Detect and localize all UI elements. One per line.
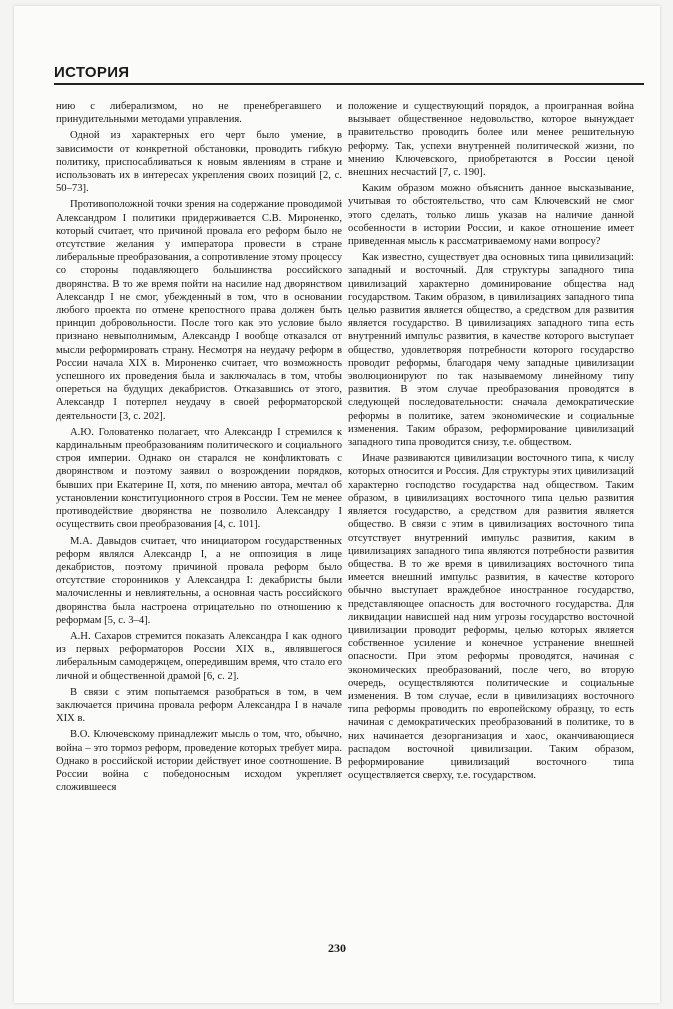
paragraph: А.Н. Сахаров стремится показать Александра I как одного из первых реформаторов России XIX в., являвшегося либеральным самодержцем, опередившим время, что стало его личной и общественной драмой [6, с. 2].	[56, 630, 342, 682]
paragraph: М.А. Давыдов считает, что инициатором государственных реформ являлся Александр I, а не оппозиция в лице декабристов, поэтому причиной провала реформ было отсутствие сторонников у Александра I: декабристы были малочисленны и невлиятельны, а основная часть российского дворянства была настроена отрицательно по отношению к реформам [5, с. 3–4].	[56, 535, 342, 626]
paragraph: Одной из характерных его черт было умение, в зависимости от конкретной обстановки, проводить гибкую политику, приспосабливаться к новым явлениям в стране и использовать их в интересах укрепления своих позиций [2, с. 50–73].	[56, 130, 342, 195]
paragraph: Как известно, существует два основных типа цивилизаций: западный и восточный. Для структуры западного типа цивилизаций характерно доминирование общества над государством. Таким образом, в цивилизациях западного типа целью развития является общество, а средством для развития является государство. В цивилизациях западного типа есть внутренний импульс развития, в качестве которого выступает общество, удовлетворяя потребности которого государство проводит реформы, благодаря чему западные цивилизации эволюционируют по так называемому линейному типу развития. В этом случае преобразования проводятся в следующей последовательности: сначала демократические реформы в политике, затем экономические и социальные изменения. Таким образом, реформирование цивилизаций западного типа проводится снизу, т.е. обществом.	[348, 252, 634, 449]
paragraph: В связи с этим попытаемся разобраться в том, в чем заключается причина провала реформ Александра I в начале XIX в.	[56, 686, 342, 725]
page-number: 230	[328, 941, 346, 955]
paragraph: Каким образом можно объяснить данное высказывание, учитывая то обстоятельство, что сам Ключевский не смог этого сделать, только лишь указав на наличие данной особенности в истории России, и какое отношение имеет приведенная мысль к рассматриваемому нами вопросу?	[348, 183, 634, 248]
document-page	[14, 6, 660, 1003]
left-text-column	[56, 100, 342, 920]
right-text-column	[348, 100, 634, 920]
paragraph: А.Ю. Головатенко полагает, что Александр I стремился к кардинальным преобразованиям политического и социального строя империи. Однако он старался не конфликтовать с дворянством и поэтому заявил о возрождении порядков, бывших при Екатерине II, хотя, по мнению автора, мечтал об установлении конституционного строя в России. Тем не менее противодействие дворянства не позволило Александру I осуществить свои преобразования [4, с. 101].	[56, 426, 342, 531]
section-title: ИСТОРИЯ	[54, 64, 130, 81]
paragraph: Иначе развиваются цивилизации восточного типа, к числу которых относится и Россия. Для структуры этих цивилизаций характерно господство государства над обществом. Таким образом, в цивилизациях восточного типа целью развития является государство, а средством для развития является общество. В связи с этим в цивилизациях восточного типа отсутствует внутренний импульс развития, каким в цивилизациях западного типа являются потребности развития общества. В то же время в цивилизациях восточного типа имеется внешний импульс развития, в качестве которого обычно выступает враждебное иностранное государство, представляющее опасность для восточного государства. Для ликвидации нависшей над ним угрозы государство восточной цивилизации проводит реформы, целью которых является собственное усиление и конечное устранение внешней опасности. При этом реформы проводятся, начиная с экономических преобразований, после чего, во вторую очередь, осуществляются политические и социальные изменения. В том случае, если в цивилизациях восточного типа реформы проводить по европейскому образцу, то есть начиная с демократических преобразований в политике, то в них начинается дезорганизация и хаос, оканчивающиеся распадом восточной цивилизации. Таким образом, реформирование цивилизаций восточного типа осуществляется сверху, т.е. государством.	[348, 453, 634, 782]
paragraph: Противоположной точки зрения на содержание проводимой Александром I политики придерживается С.В. Мироненко, который считает, что причиной провала его реформ было не отсутствие желания у императора провести в стране либеральные преобразования, а сопротивление этому процессу со стороны подавляющего большинства российского дворянства. В то же время пойти на насилие над дворянством Александр I не смог, убежденный в том, что в основании любого проекта по отмене крепостного права должен быть принцип добровольности. После того как это условие было признано невыполнимым, Александр I вообще отказался от мысли реформировать страну. Несмотря на неудачу реформ в России начала XIX в. Мироненко считает, что возможность успешного их проведения была и заключалась в том, чтобы опереться на будущих декабристов. Отказавшись от этого, Александр I потерпел неудачу в своей реформаторской деятельности [3, с. 202].	[56, 199, 342, 422]
running-header	[54, 64, 644, 85]
paragraph: положение и существующий порядок, а проигранная война вызывает общественное недовольство, которое вынуждает правительство проводить более или менее решительную реформу. Так, успехи внутренней политической жизни, по мнению Ключевского, приобретаются в России ценой внешних несчастий [7, с. 190].	[348, 101, 634, 179]
paragraph: В.О. Ключевскому принадлежит мысль о том, что, обычно, война – это тормоз реформ, проведение которых требует мира. Однако в российской истории действует иное соотношение. В России война с победоносным исходом укрепляет сложившееся	[56, 729, 342, 794]
paragraph: нию с либерализмом, но не пренебрегавшего и принудительными методами управления.	[56, 101, 342, 126]
